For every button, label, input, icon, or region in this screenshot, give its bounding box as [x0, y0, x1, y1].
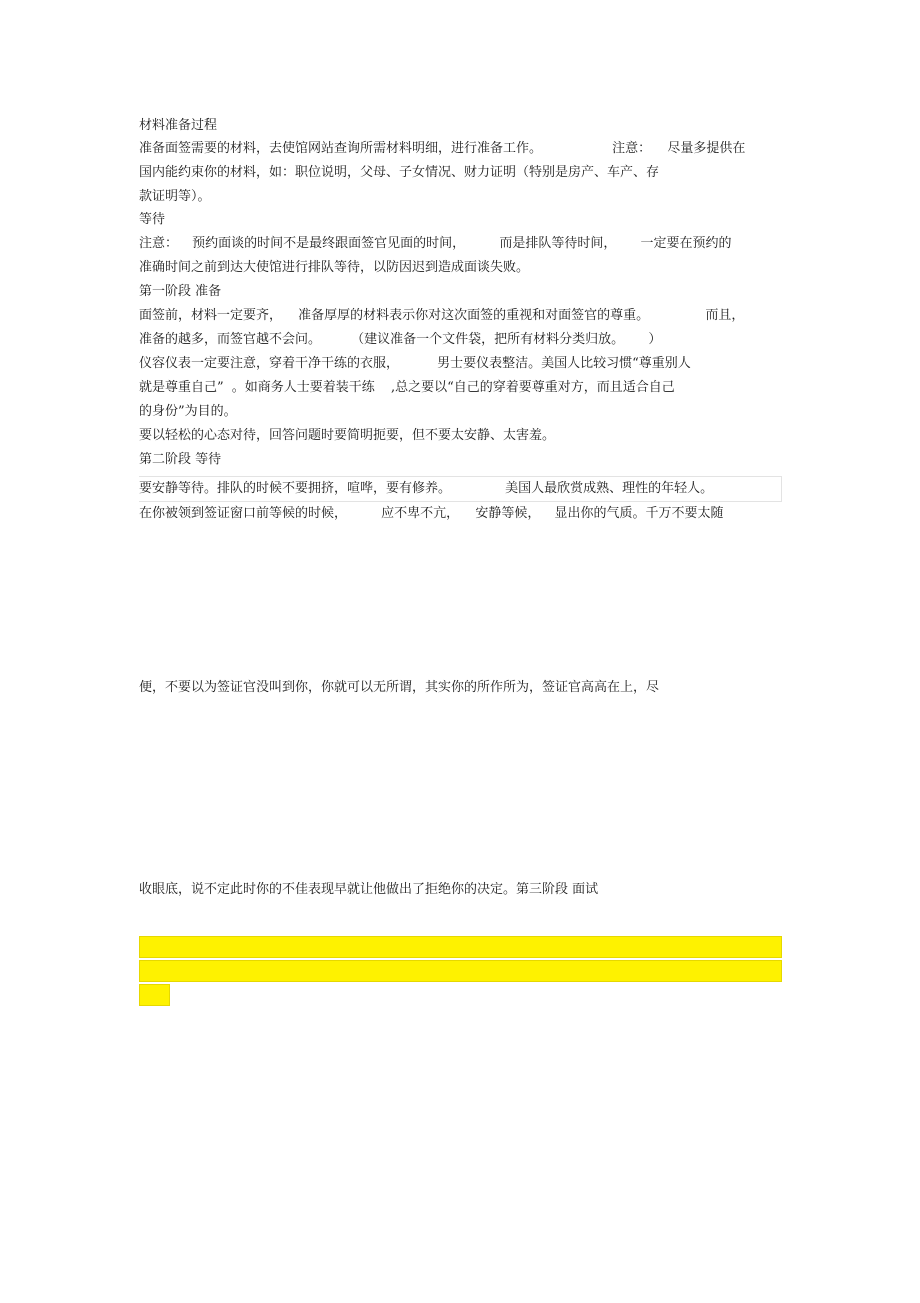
line-text: 而是排队等待时间，: [499, 236, 617, 251]
line-text: 准备的越多，而签官越不会问。: [139, 332, 322, 347]
paragraph-line: [139, 330, 661, 350]
section-heading-stage-one: [139, 282, 221, 302]
line-text: 收眼底，说不定此时你的不佳表现早就让他做出了拒绝你的决定。第三阶段 面试: [139, 882, 599, 897]
line-text: 国内能约束你的材料，如：职位说明，父母、子女情况、财力证明（特别是房产、车产、存: [139, 165, 660, 180]
highlight-bar: [139, 984, 170, 1006]
line-text: 预约面谈的时间不是最终跟面签官见面的时间，: [192, 236, 466, 251]
section-heading-waiting: [139, 210, 165, 230]
paragraph-line: [139, 426, 555, 446]
line-text: 尽量多提供在: [667, 141, 746, 156]
paragraph-line: [139, 306, 744, 326]
line-text: 便，不要以为签证官没叫到你，你就可以无所谓，其实你的所作所为，签证官高高在上，尽: [139, 680, 660, 695]
line-text: 注意：: [139, 236, 179, 251]
line-text: 在你被领到签证窗口前等候的时候，: [139, 506, 348, 521]
section-heading-materials: [139, 116, 217, 136]
paragraph-line: [139, 139, 745, 159]
paragraph-line: [139, 234, 731, 254]
highlight-bar: [139, 936, 782, 958]
line-text: 男士要仪表整洁。美国人比较习惯“尊重别人: [437, 356, 691, 371]
line-text: 显出你的气质。千万不要太随: [554, 506, 724, 521]
paragraph-line: [139, 378, 675, 398]
line-text: 。如商务人士要着装干练: [231, 380, 375, 395]
paragraph-line: [139, 479, 713, 499]
paragraph-line: [139, 880, 598, 900]
line-text: 等待: [139, 212, 166, 227]
paragraph-line: [139, 258, 529, 278]
line-text: 准备面签需要的材料，去使馆网站查询所需材料明细，进行准备工作。: [139, 141, 543, 156]
line-text: 第二阶段 等待: [139, 452, 222, 467]
line-text: 就是尊重自己”: [139, 380, 224, 395]
paragraph-line: [139, 187, 211, 207]
line-text: 要以轻松的心态对待，回答问题时要简明扼要，但不要太安静、太害羞。: [139, 428, 556, 443]
line-text: 要安静等待。排队的时候不要拥挤，喧哗，要有修养。: [139, 481, 452, 496]
line-text: 仪容仪表一定要注意，穿着干净干练的衣服，: [139, 356, 400, 371]
paragraph-line: [139, 678, 659, 698]
line-text: ）: [648, 332, 662, 347]
paragraph-line: [139, 163, 659, 183]
line-text: 注意：: [612, 141, 652, 156]
line-text: 准备厚厚的材料表示你对这次面签的重视和对面签官的尊重。: [298, 308, 650, 323]
line-text: 准确时间之前到达大使馆进行排队等待，以防因迟到造成面谈失败。: [139, 260, 530, 275]
line-text: 面签前，材料一定要齐，: [139, 308, 283, 323]
paragraph-line: [139, 402, 237, 422]
highlight-bar: [139, 960, 782, 982]
line-text: 应不卑不亢，: [381, 506, 460, 521]
line-text: 的身份”为目的。: [139, 404, 237, 419]
line-text: 而且，: [705, 308, 745, 323]
line-text: ,总之要以“自己的穿着要尊重对方，而且适合自己: [390, 380, 675, 395]
line-text: 美国人最欣赏成熟、理性的年轻人。: [505, 481, 714, 496]
line-text: （建议准备一个文件袋，把所有材料分类归放。: [351, 332, 625, 347]
section-heading-stage-two: [139, 450, 221, 470]
paragraph-line: [139, 354, 691, 374]
line-text: 款证明等）。: [139, 189, 211, 204]
line-text: 一定要在预约的: [640, 236, 732, 251]
line-text: 安静等候，: [475, 506, 541, 521]
line-text: 第一阶段 准备: [139, 284, 222, 299]
line-text: 材料准备过程: [139, 118, 218, 133]
paragraph-line: [139, 504, 723, 524]
